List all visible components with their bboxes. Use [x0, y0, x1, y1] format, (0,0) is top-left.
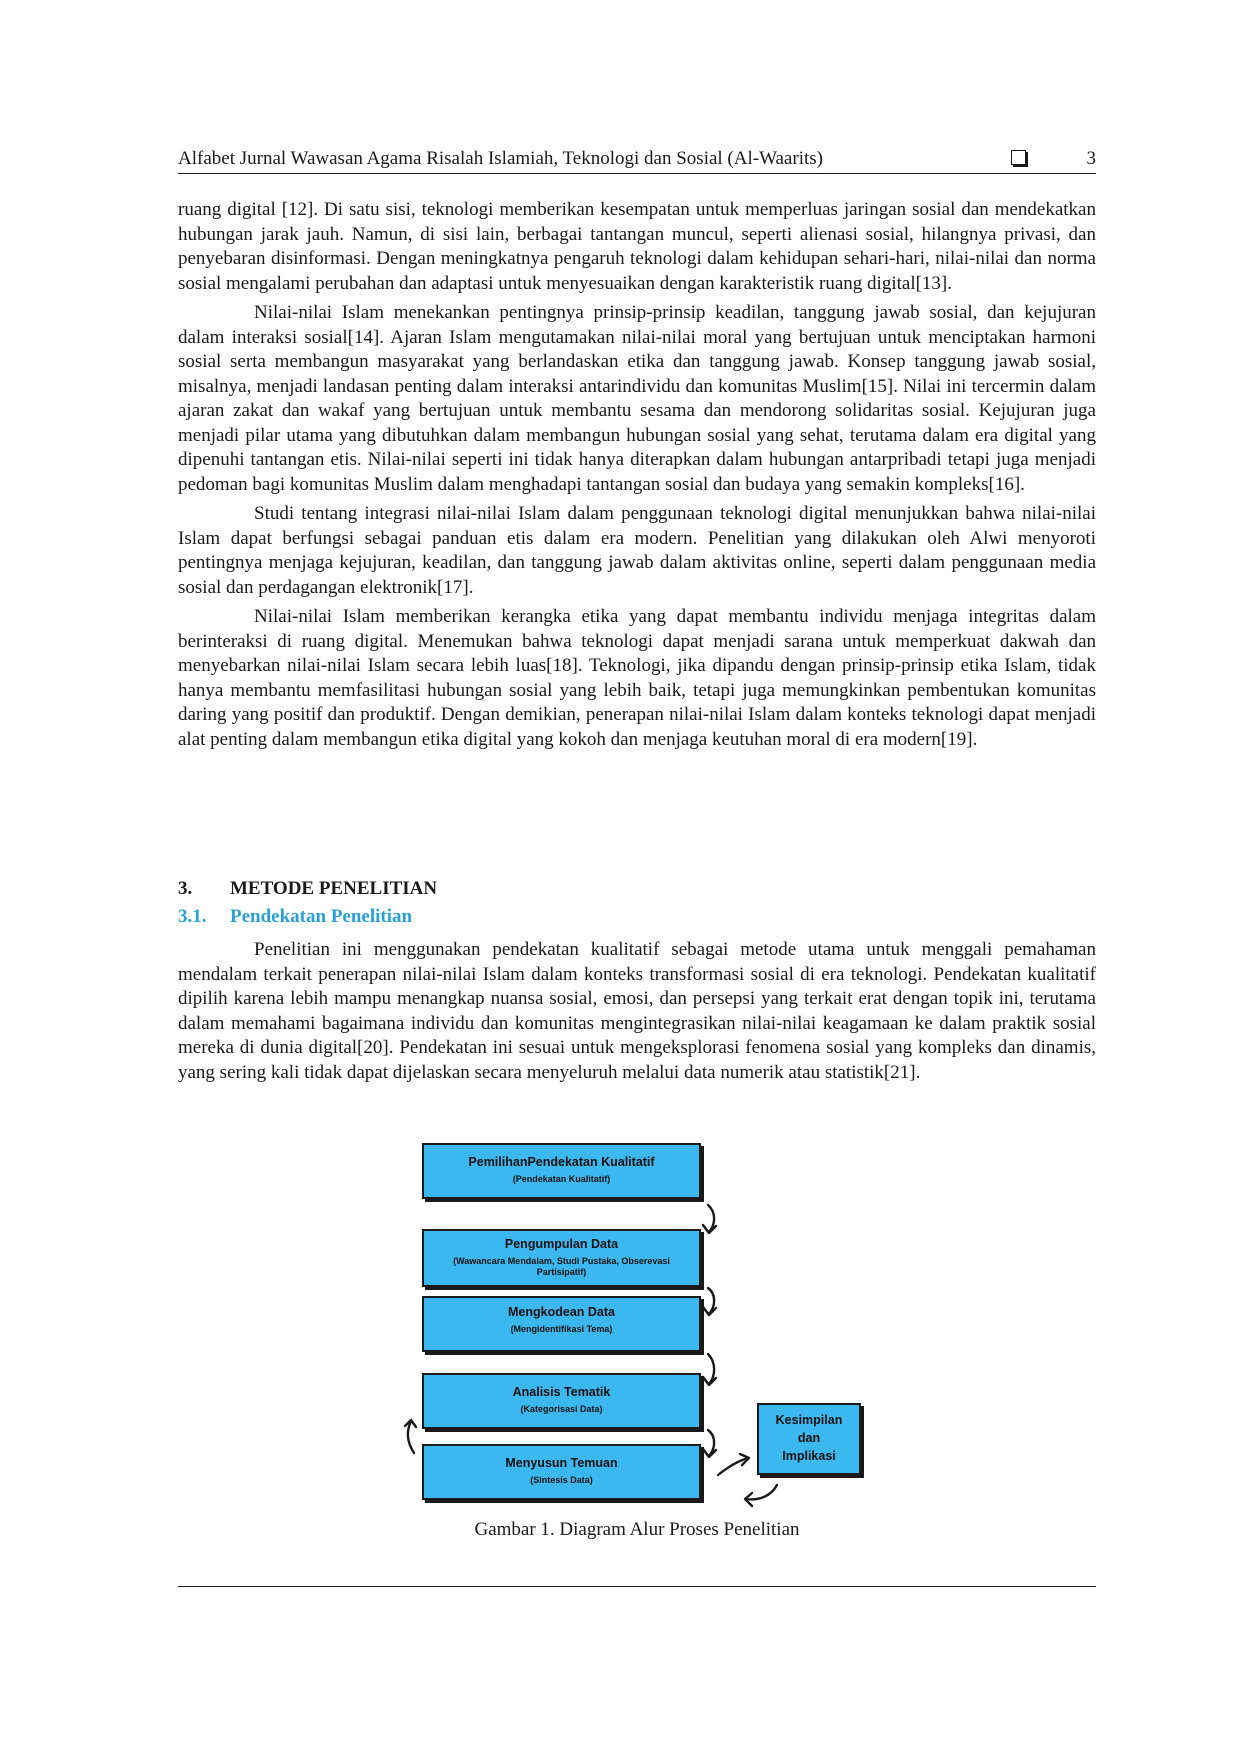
conclusion-line-3: Implikasi: [782, 1449, 836, 1463]
flow-box-5-title: Menyusun Temuan: [505, 1456, 618, 1470]
conclusion-line-1: Kesimpilan: [775, 1413, 843, 1427]
flow-box-3-title: Mengkodean Data: [508, 1305, 615, 1319]
arrow-loop-back-icon: [405, 1420, 416, 1453]
arrow-down-icon: [703, 1354, 716, 1385]
arrow-down-icon: [703, 1288, 716, 1315]
paragraph-2: Nilai-nilai Islam menekankan pentingnya prinsip-prinsip keadilan, tanggung jawab sosial, dan kejujuran dalam interaksi sosial[14]. Ajaran Islam mengutamakan nilai-nilai moral yang bertujuan untuk menciptakan harmoni sosial serta membangun masyarakat yang berlandaskan etika dan tanggung jawab. Konsep tanggung jawab sosial, misalnya, menjadi landasan penting dalam interaksi antarindividu dan komunitas Muslim[15]. Nilai ini tercermin dalam ajaran zakat dan wakaf yang bertujuan untuk membantu sesama dan mendorong solidaritas sosial. Kejujuran juga menjadi pilar utama yang dibutuhkan dalam membangun hubungan sosial yang sehat, terutama dalam era digital yang dipenuhi tantangan etis. Nilai-nilai seperti ini tidak hanya diterapkan dalam hubungan antarpribadi tetapi juga menjadi pedoman bagi komunitas Muslim dalam menghadapi tantangan sosial dan budaya yang semakin kompleks[16].: [178, 302, 1096, 495]
subsection-heading: [178, 906, 412, 928]
paragraph-3: Studi tentang integrasi nilai-nilai Islam dalam penggunaan teknologi digital menunjukkan bahwa nilai-nilai Islam dapat berfungsi sebagai panduan etis dalam era modern. Penelitian yang dilakukan oleh Alwi menyoroti pentingnya menjaga kejujuran, keadilan, dan tanggung jawab dalam aktivitas online, seperti dalam penggunaan media sosial dan perdagangan elektronik[17].: [178, 503, 1096, 598]
arrow-down-icon: [703, 1205, 716, 1233]
page-number: 3: [1086, 148, 1096, 169]
paragraph-4: Nilai-nilai Islam memberikan kerangka etika yang dapat membantu individu menjaga integritas dalam berinteraksi di ruang digital. Menemukan bahwa teknologi dapat menjadi sarana untuk memperkuat dakwah dan menyebarkan nilai-nilai Islam secara lebih luas[18]. Teknologi, jika dipandu dengan prinsip-prinsip etika Islam, tidak hanya membantu memfasilitasi hubungan sosial yang lebih baik, tetapi juga memungkinkan pembentukan komunitas daring yang positif dan produktif. Dengan demikian, penerapan nilai-nilai Islam dalam konteks teknologi dapat menjadi alat penting dalam membangun etika digital yang kokoh dan menjaga keutuhan moral di era modern[19].: [178, 606, 1096, 750]
body-text: [178, 198, 1096, 757]
subsection-body: [178, 938, 1096, 1085]
square-icon: [1011, 150, 1026, 165]
paragraph-5: Penelitian ini menggunakan pendekatan kualitatif sebagai metode utama untuk menggali pemahaman mendalam terkait penerapan nilai-nilai Islam dalam konteks transformasi sosial di era teknologi. Pendekatan kualitatif dipilih karena lebih mampu menangkap nuansa sosial, emosi, dan persepsi yang terkait erat dengan topik ini, terutama dalam memahami bagaimana individu dan komunitas mengintegrasikan nilai-nilai keagamaan ke dalam praktik sosial mereka di dunia digital[20]. Pendekatan ini sesuai untuk mengeksplorasi fenomena sosial yang kompleks dan dinamis, yang sering kali tidak dapat dijelaskan secara menyeluruh melalui data numerik atau statistik[21].: [178, 939, 1096, 1083]
running-header: [178, 146, 1096, 174]
subsection-number: 3.1.: [178, 906, 207, 927]
section-heading: [178, 878, 437, 900]
footer-rule: [178, 1586, 1096, 1587]
arrow-from-conclusion-icon: [745, 1485, 777, 1506]
flow-box-4-sub: (Kategorisasi Data): [520, 1404, 603, 1414]
flow-box-3-sub: (Mengidentifikasi Tema): [510, 1324, 613, 1334]
flow-box-5-sub: (Sintesis Data): [530, 1475, 593, 1485]
subsection-title: Pendekatan Penelitian: [230, 906, 413, 927]
section-title: METODE PENELITIAN: [230, 878, 438, 899]
flow-arrows: [400, 1140, 880, 1520]
paragraph-1: ruang digital [12]. Di satu sisi, teknologi memberikan kesempatan untuk memperluas jaringan sosial dan mendekatkan hubungan jarak jauh. Namun, di sisi lain, berbagai tantangan muncul, seperti alienasi sosial, hilangnya privasi, dan penyebaran disinformasi. Dengan meningkatnya pengaruh teknologi dalam kehidupan sehari-hari, nilai-nilai dan norma sosial mengalami perubahan dan adaptasi untuk menyesuaikan dengan karakteristik ruang digital[13].: [178, 199, 1096, 294]
flow-diagram: [400, 1140, 880, 1520]
figure-caption: Gambar 1. Diagram Alur Proses Penelitian: [474, 1519, 800, 1540]
flow-box-2-title: Pengumpulan Data: [504, 1237, 619, 1251]
arrow-to-conclusion-icon: [718, 1454, 749, 1475]
flow-box-4-title: Analisis Tematik: [512, 1385, 611, 1399]
arrow-down-icon: [703, 1430, 716, 1457]
flow-box-1-sub: (Pendekatan Kualitatif): [512, 1174, 611, 1184]
journal-title: Alfabet Jurnal Wawasan Agama Risalah Islamiah, Teknologi dan Sosial (Al-Waarits): [178, 148, 823, 169]
flow-box-1-title: PemilihanPendekatan Kualitatif: [468, 1155, 655, 1169]
section-number: 3.: [178, 878, 193, 899]
header-rule: [178, 173, 1096, 174]
flow-box-2-sub: (Wawancara Mendalam, Studi Pustaka, Obserevasi Partisipatif): [453, 1256, 670, 1277]
conclusion-line-2: dan: [797, 1431, 821, 1445]
